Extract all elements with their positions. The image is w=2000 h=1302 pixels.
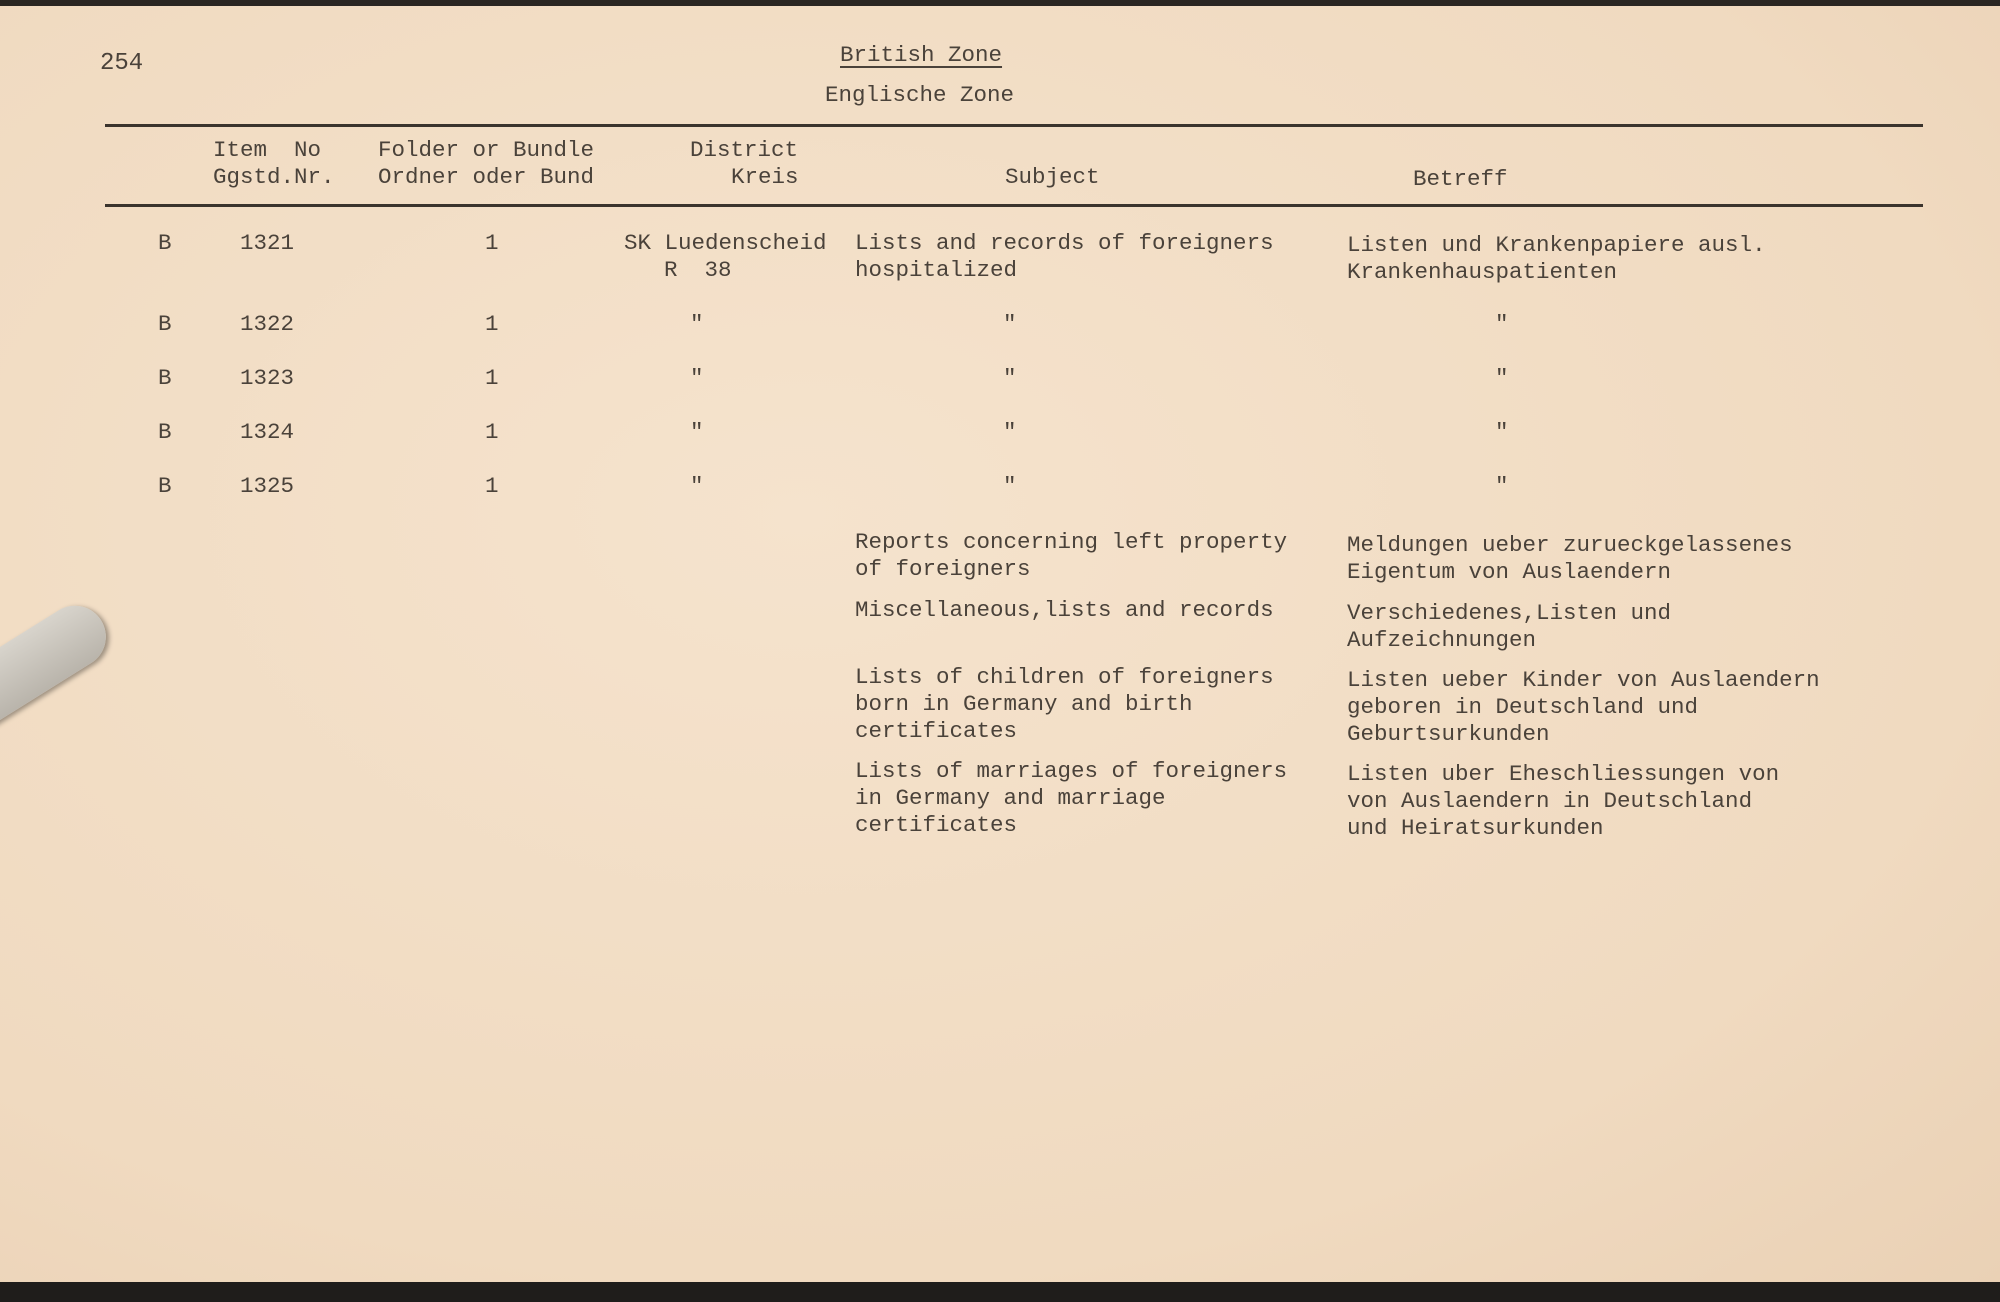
betreff-cont: Krankenhauspatienten [1347,259,1618,285]
entry-subject: Reports concerning left property of foreigners [855,529,1288,582]
header-district-de: Kreis [731,164,799,190]
scan-edge-bottom [0,1282,2000,1302]
header-district-en: District [690,137,799,163]
header-subject: Subject [1005,164,1100,190]
item-number: 1321 [240,230,295,256]
subject-ditto: " [1003,419,1017,445]
row-prefix: B [158,311,172,337]
subject-ditto: " [1003,365,1017,391]
district: SK Luedenscheid [624,230,827,256]
folder-count: 1 [485,419,499,445]
folder-count: 1 [485,365,499,391]
betreff: Listen und Krankenpapiere ausl. [1347,232,1766,258]
subject-ditto: " [1003,473,1017,499]
header-betreff: Betreff [1413,166,1508,192]
row-prefix: B [158,365,172,391]
page-title: British Zone [840,42,1003,68]
entry-betreff: Listen uber Eheschliessungen von von Auslaendern in Deutschland und Heiratsurkunden [1347,761,1780,841]
district-code: R 38 [664,257,732,283]
entry-betreff: Listen ueber Kinder von Auslaendern geboren in Deutschland und Geburtsurkunden [1347,667,1820,747]
item-number: 1323 [240,365,295,391]
subject: Lists and records of foreigners [855,230,1274,256]
district-ditto: " [690,365,704,391]
betreff-ditto: " [1495,419,1509,445]
entry-betreff: Verschiedenes,Listen und Aufzeichnungen [1347,600,1672,653]
betreff-ditto: " [1495,473,1509,499]
district-ditto: " [690,311,704,337]
page-number: 254 [100,50,144,77]
row-prefix: B [158,230,172,256]
item-number: 1322 [240,311,295,337]
folder-count: 1 [485,311,499,337]
subject-cont: hospitalized [855,257,1018,283]
header-item-en: Item No [213,137,322,163]
page-subtitle: Englische Zone [825,82,1015,108]
entry-subject: Miscellaneous,lists and records [855,597,1274,623]
header-folder-en: Folder or Bundle [378,137,595,163]
item-number: 1324 [240,419,295,445]
header-item-de: Ggstd.Nr. [213,164,335,190]
header-top-rule [105,124,1923,127]
betreff-ditto: " [1495,311,1509,337]
item-number: 1325 [240,473,295,499]
entry-subject: Lists of children of foreigners born in Germany and birth certificates [855,664,1274,744]
subject-ditto: " [1003,311,1017,337]
betreff-ditto: " [1495,365,1509,391]
district-ditto: " [690,473,704,499]
document-page [0,6,2000,1282]
entry-subject: Lists of marriages of foreigners in Germany and marriage certificates [855,758,1288,838]
header-bottom-rule [105,204,1923,207]
folder-count: 1 [485,473,499,499]
district-ditto: " [690,419,704,445]
header-folder-de: Ordner oder Bund [378,164,595,190]
row-prefix: B [158,419,172,445]
row-prefix: B [158,473,172,499]
entry-betreff: Meldungen ueber zurueckgelassenes Eigentum von Auslaendern [1347,532,1793,585]
folder-count: 1 [485,230,499,256]
